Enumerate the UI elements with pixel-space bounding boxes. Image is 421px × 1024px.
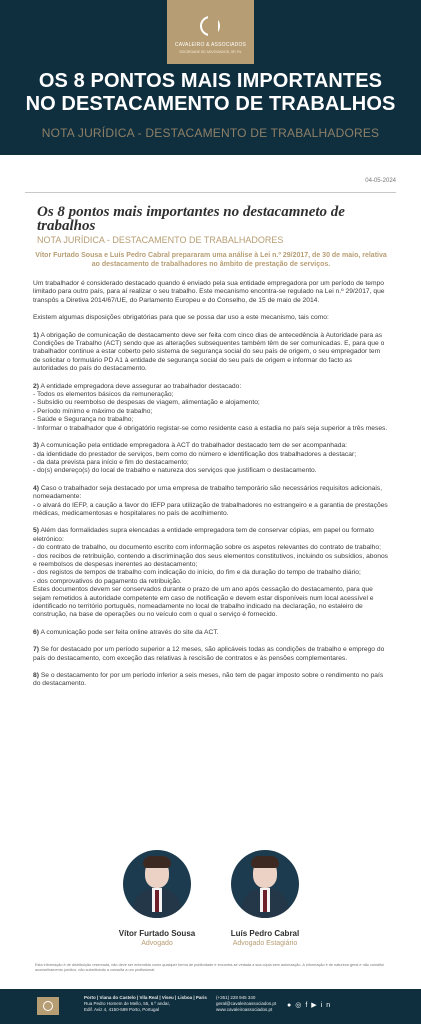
point-5-number: 5) xyxy=(33,527,39,535)
author-photo-vitor xyxy=(123,850,191,918)
disclaimer: Esta informação é de distribuição reservada, não deve ser entendida como qualquer forma de publicidade e encontra-se vedada a sua cópia sem autorização. A informação é de natureza geral e não constitui aconselhamento jurídico, não substituindo a consulta a um profissional. xyxy=(35,963,384,972)
point-5-heading: Além das formalidades supra elencadas a entidade empregadora tem de conservar cópias, em papel ou formato eletrónico: xyxy=(33,527,374,543)
point-4-text: Caso o trabalhador seja destacado por uma empresa de trabalho temporário são necessários requisitos adicionais, nomeadamente: xyxy=(33,484,383,501)
author-name: Vítor Furtado Sousa xyxy=(118,929,196,938)
website[interactable]: www.cavaleiroassociados.pt xyxy=(216,1007,273,1013)
point-3-number: 3) xyxy=(33,442,39,450)
point-8-number: 8) xyxy=(33,672,39,680)
article-subtitle: NOTA JURÍDICA - DESTACAMENTO DE TRABALHADORES xyxy=(37,235,284,245)
email[interactable]: geral@cavaleiroassociados.pt xyxy=(216,1001,277,1007)
hero-banner xyxy=(0,0,421,155)
hero-title xyxy=(10,70,411,116)
youtube-icon[interactable]: ▶ xyxy=(311,1002,321,1009)
paragraph-2: Existem algumas disposições obrigatórias para que se possa dar uso a este mecanismo, tais como: xyxy=(33,314,329,322)
point-6-number: 6) xyxy=(33,628,39,636)
facebook-icon[interactable]: f xyxy=(305,1002,312,1009)
point-8 xyxy=(33,672,388,689)
linkedin-icon[interactable]: in xyxy=(320,1002,335,1009)
phone[interactable]: (+351) 228 945 340 xyxy=(216,995,256,1000)
point-5-tail: Estes documentos devem ser conservados durante o prazo de um ano após cessação do destacamento, para que sejam remetidos à autoridade competente em caso de notificação e devem estar disponíveis num local acessível e identificado no território português, nomeadamente no local de trabalho indicado na declaração, no estaleiro de construção, na base de operações ou no veículo com o qual o serviço é fornecido. xyxy=(33,586,374,619)
logo-subtitle: SOCIEDADE DE ADVOGADOS, SP, RL xyxy=(179,50,242,54)
hero-title-line2: NO DESTACAMENTO DE TRABALHOS xyxy=(25,93,396,115)
point-2-item: - Período mínimo e máximo de trabalho; xyxy=(33,407,153,415)
point-1-number: 1) xyxy=(33,331,39,339)
publish-date: 04-05-2024 xyxy=(365,178,396,184)
point-6 xyxy=(33,629,388,637)
point-2-number: 2) xyxy=(33,382,39,390)
point-3-item: - do(s) endereço(s) do local de trabalho e natureza dos serviços que justificam o destacamento. xyxy=(33,467,317,475)
point-4-item: - o alvará do IEFP, a caução a favor do IEFP para utilização de trabalhadores no estrangeiro e a garantia de prestações médicas, medicamentosas e hospitalares no país de acolhimento. xyxy=(33,501,388,517)
address-line-2: Edif. Aviz 4, 4150-599 Porto, Portugal xyxy=(84,1007,159,1013)
point-6-text: A comunicação pode ser feita online através do site da ACT. xyxy=(40,628,219,636)
point-5-item: - dos comprovativos do pagamento da retribuição. xyxy=(33,577,182,585)
point-2-item: - Todos os elementos básicos da remuneração; xyxy=(33,391,174,399)
footer xyxy=(0,989,421,1024)
author-role: Advogado xyxy=(141,940,173,947)
hair-shape xyxy=(143,856,171,868)
point-4-number: 4) xyxy=(33,484,39,492)
author-role: Advogado Estagiário xyxy=(232,940,298,947)
point-3-item: - da data prevista para início e fim do destacamento; xyxy=(33,458,189,466)
paragraph-1: Um trabalhador é considerado destacado quando é enviado pela sua entidade empregadora por um período de tempo limitado para outro país, para aí realizar o seu trabalho. Este mecanismo encontra-se regulado na Lei n.º 29/2017, que transpôs a Diretiva 2014/67/UE, do Parlamento Europeu e do Conselho, de 15 de maio de 2014. xyxy=(33,280,385,304)
point-3-heading: A comunicação pela entidade empregadora à ACT do trabalhador destacado tem de ser acompanhada: xyxy=(40,442,348,450)
point-3 xyxy=(33,442,388,476)
hero-subtitle: NOTA JURÍDICA - DESTACAMENTO DE TRABALHADORES xyxy=(41,126,380,140)
divider xyxy=(25,192,396,193)
logo-name: CAVALEIRO & ASSOCIADOS xyxy=(174,42,247,48)
point-5-item: - dos registos de tempos de trabalho com indicação do início, do fim e da duração do tempo de trabalho diário; xyxy=(33,569,361,577)
article-body xyxy=(33,280,388,698)
point-5-item: - dos recibos de retribuição, contendo a discriminação dos seus elementos constitutivos, incluindo os subsídios, abonos e reembolsos de despesas inerentes ao destacamento; xyxy=(33,552,389,568)
point-1-text: A obrigação de comunicação de destacamento deve ser feita com cinco dias de antecedência à Autoridade para as Condições de Trabalho (ACT) sendo que as alterações subsequentes também têm de ser comunicadas. E, para que o trabalhador continue a estar coberto pelo sistema de segurança social do seu país de origem, o seu empregador tem de solicitar o formulário PD A1 à entidade de segurança social do seu país de origem e informar do facto as autoridades do país do destacamento. xyxy=(33,331,385,373)
point-5 xyxy=(33,527,388,619)
point-1 xyxy=(33,332,388,374)
footer-logo xyxy=(37,997,59,1015)
hair-shape xyxy=(251,856,279,868)
point-3-item: - da identidade do prestador de serviços, bem como do número e identificação dos trabalhadores a destacar; xyxy=(33,450,357,458)
instagram-icon[interactable]: ◎ xyxy=(295,1002,306,1009)
article-intro: Vítor Furtado Sousa e Luís Pedro Cabral prepararam uma análise à Lei n.º 29/2017, de 30 de maio, relativa ao destacamento de trabalhadores no âmbito de prestação de serviços. xyxy=(35,252,387,268)
logo-mark-icon xyxy=(200,16,220,36)
firm-logo xyxy=(167,0,254,64)
location-icon[interactable]: ● xyxy=(287,1002,296,1009)
tie-shape xyxy=(263,890,267,912)
point-2 xyxy=(33,383,388,433)
point-5-item: - do contrato de trabalho, ou documento escrito com informação sobre os aspetos relevantes do contrato de trabalho; xyxy=(33,544,381,552)
author-photo-luis xyxy=(231,850,299,918)
point-7-text: Se for destacado por um período superior a 12 meses, são aplicáveis todas as condições de trabalho e emprego do país do destacamento, com exceção das relativas à rescisão de contratos e às pensões complementares. xyxy=(33,646,385,662)
footer-contacts xyxy=(216,995,276,1014)
article-title: Os 8 pontos mais importantes no destacamneto de trabalhos xyxy=(37,204,345,234)
point-2-heading: A entidade empregadora deve assegurar ao trabalhador destacado: xyxy=(40,382,242,390)
offices: Porto | Viana do Castelo | Vila Real | Viseu | Lisboa | Paris xyxy=(84,995,207,1000)
footer-address xyxy=(84,995,207,1014)
point-8-text: Se o destacamento for por um período inferior a seis meses, não tem de pagar imposto sobre o rendimento no país do destacamento. xyxy=(33,672,384,688)
author-name: Luís Pedro Cabral xyxy=(230,929,300,938)
hero-title-line1: OS 8 PONTOS MAIS IMPORTANTES xyxy=(38,70,383,92)
point-2-item: - Subsídio ou reembolso de despesas de viagem, alimentação e alojamento; xyxy=(33,399,260,407)
point-2-item: - Saúde e Segurança no trabalho; xyxy=(33,416,134,424)
point-7-number: 7) xyxy=(33,646,39,654)
point-2-item: - Informar o trabalhador que é obrigatório registar-se como residente caso a estadia no país seja superior a três meses. xyxy=(33,424,388,432)
point-7 xyxy=(33,646,388,663)
authors-section xyxy=(0,850,421,960)
address-line-1: Rua Pedro Homem de Mello, 55, 6.º andar, xyxy=(84,1001,170,1007)
point-4 xyxy=(33,485,388,519)
tie-shape xyxy=(155,890,159,912)
social-icons xyxy=(287,1001,357,1009)
